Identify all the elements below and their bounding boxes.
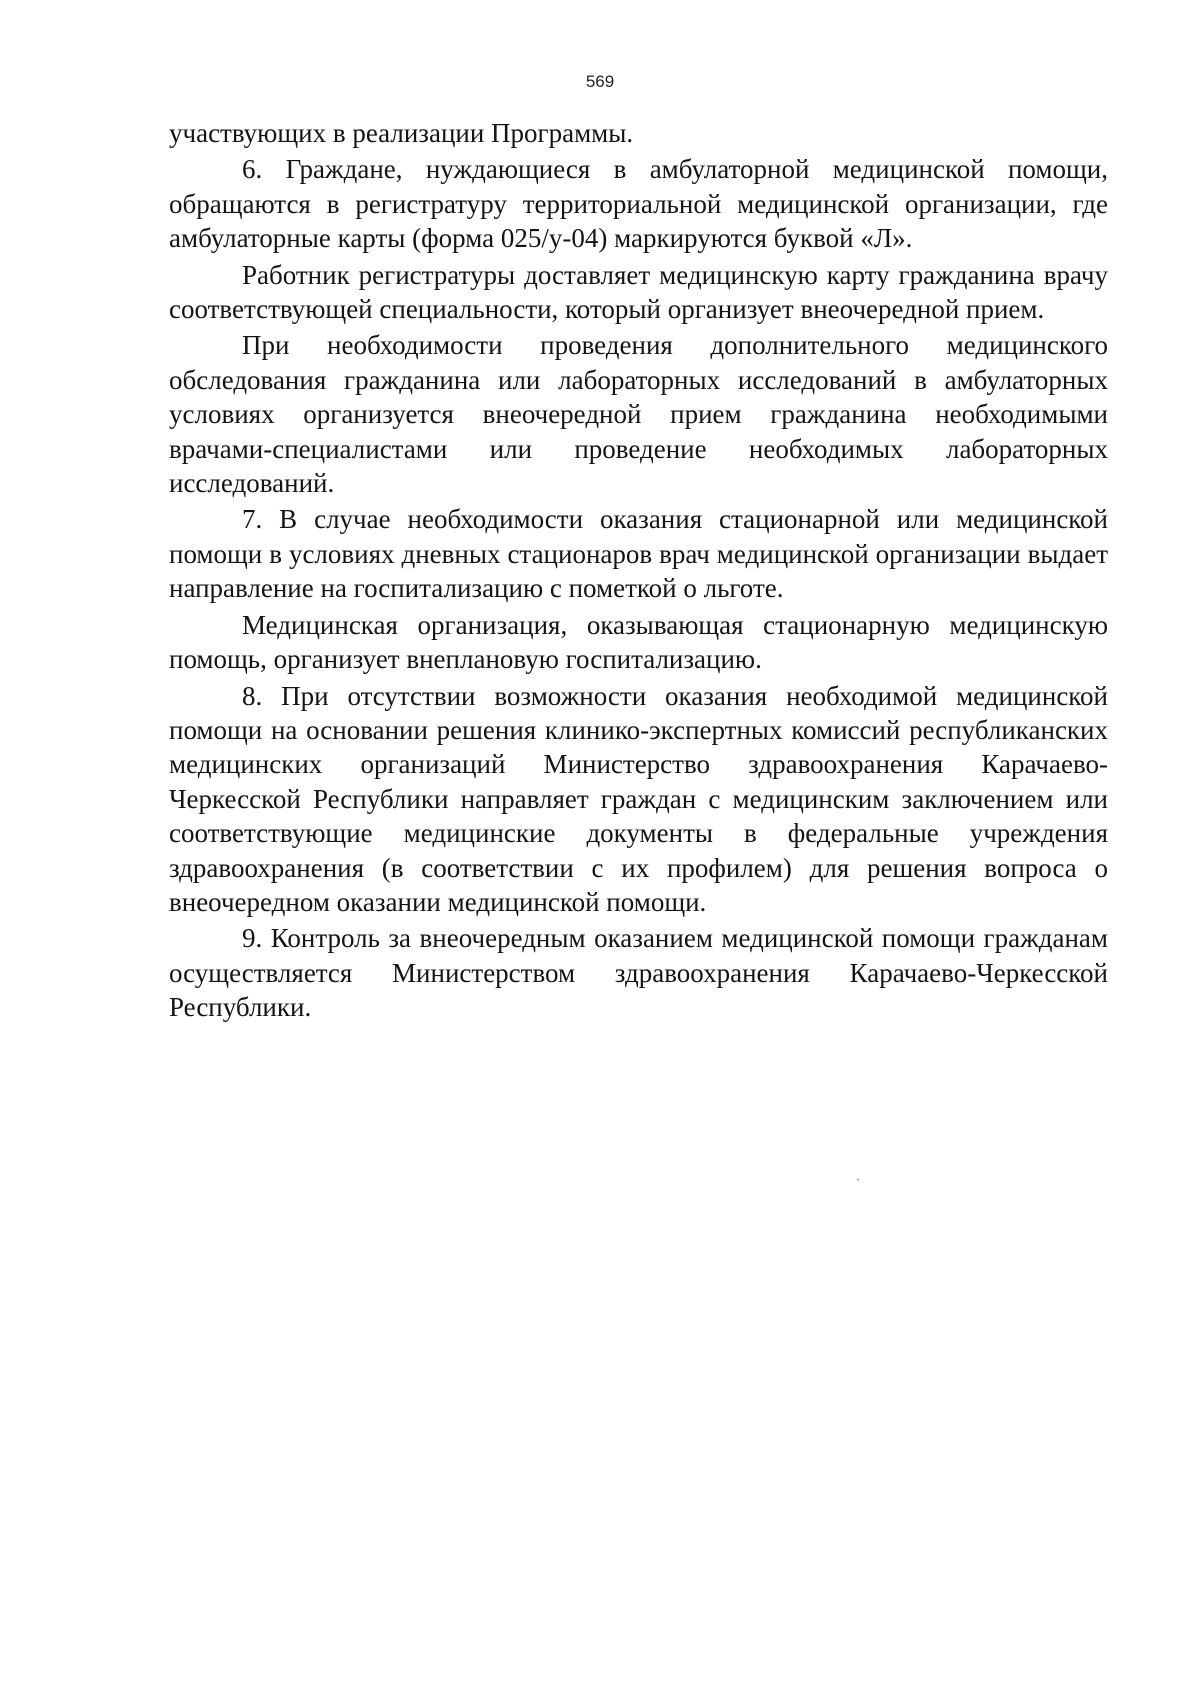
paragraph-item-6: 6. Граждане, нуждающиеся в амбулаторной медицинской помощи, обращаются в регистратуру территориальной медицинской организации, где амбулаторные карты (форма 025/у-04) маркируются буквой «Л». [169, 154, 1108, 254]
scan-speck [857, 1178, 859, 1181]
document-body [169, 116, 1108, 1027]
page-number: 569 [585, 72, 615, 91]
paragraph-item-8: 8. При отсутствии возможности оказания необходимой медицинской помощи на основании решения клинико-экспертных комиссий республиканских медицинских организаций Министерство здравоохранения Карачаево-Черкесской Республики направляет граждан с медицинским заключением или соответствующие медицинские документы в федеральные учреждения здравоохранения (в соответствии с их профилем) для решения вопроса о внеочередном оказании медицинской помощи. [169, 680, 1108, 917]
paragraph-item-7: 7. В случае необходимости оказания стационарной или медицинской помощи в условиях дневных стационаров врач медицинской организации выдает направление на госпитализацию с пометкой о льготе. [169, 504, 1108, 604]
paragraph-continuation: участвующих в реализации Программы. [169, 118, 634, 148]
paragraph-item-9: 9. Контроль за внеочередным оказанием медицинской помощи гражданам осуществляется Министерством здравоохранения Карачаево-Черкесской Республики. [169, 923, 1108, 1023]
paragraph-hospitalization: Медицинская организация, оказывающая стационарную медицинскую помощь, организует внеплановую госпитализацию. [169, 609, 1108, 675]
paragraph-registry-worker: Работник регистратуры доставляет медицинскую карту гражданина врачу соответствующей специальности, который организует внеочередной прием. [169, 259, 1108, 325]
paragraph-additional-examination: При необходимости проведения дополнительного медицинского обследования гражданина или лабораторных исследований в амбулаторных условиях организуется внеочередной прием гражданина необходимыми врачами-специалистами или проведение необходимых лабораторных исследований. [169, 330, 1108, 499]
